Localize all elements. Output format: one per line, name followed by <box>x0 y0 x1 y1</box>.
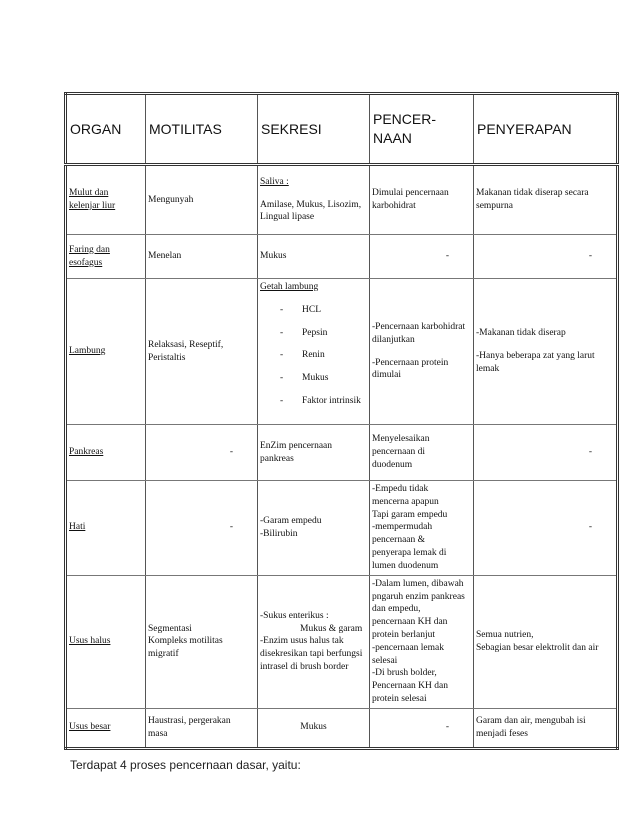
penyerapan-cell <box>474 165 618 235</box>
sekresi-cell <box>258 165 370 235</box>
pencernaan-text: protein selesai <box>372 694 427 704</box>
pencernaan-text: mencerna apapun <box>372 496 439 507</box>
penyerapan-cell: - <box>474 425 618 481</box>
motilitas-text: migratif <box>148 649 179 660</box>
pencernaan-text: pencernaan & <box>372 535 426 546</box>
sekresi-text: -Garam empedu <box>260 516 322 527</box>
sekresi-cell <box>258 425 370 481</box>
pencernaan-text: -pencernaan lemak <box>372 642 444 653</box>
table-row <box>66 481 618 576</box>
pencernaan-text: Tapi garam empedu <box>372 509 448 520</box>
header-organ: ORGAN <box>66 94 146 165</box>
header-motilitas: MOTILITAS <box>146 94 258 165</box>
penyerapan-cell: - <box>474 481 618 576</box>
organ-cell: Usus halus <box>66 575 146 708</box>
pencernaan-text: -Pencernaan protein <box>372 357 449 368</box>
header-pencernaan-line2: NAAN <box>373 130 412 146</box>
pencernaan-text: protein berlanjut <box>372 629 436 640</box>
organ-cell: Pankreas <box>66 425 146 481</box>
list-item: - Mukus <box>280 373 329 384</box>
penyerapan-text: sempurna <box>476 201 513 211</box>
pencernaan-text: lumen duodenum <box>372 560 439 571</box>
sekresi-text: disekresikan tapi berfungsi <box>260 649 363 660</box>
pencernaan-text: pencernaan KH dan <box>372 617 448 628</box>
penyerapan-cell <box>474 708 618 748</box>
motilitas-cell: - <box>146 425 258 481</box>
table-row <box>66 708 618 748</box>
penyerapan-text: lemak <box>476 363 500 374</box>
sekresi-cell: Mukus <box>258 708 370 748</box>
digestion-table <box>64 92 619 750</box>
penyerapan-text: -Makanan tidak diserap <box>476 328 566 339</box>
table-row <box>66 425 618 481</box>
pencernaan-text: -Empedu tidak <box>372 484 429 494</box>
sekresi-text: Mukus & garam <box>300 623 363 634</box>
pencernaan-cell: - <box>370 235 474 279</box>
pencernaan-text: selesai <box>372 655 398 666</box>
header-pencernaan-line1: PENCER- <box>373 111 437 128</box>
motilitas-cell <box>146 279 258 425</box>
penyerapan-text: Sebagian besar elektrolit dan air <box>476 642 599 653</box>
pencernaan-text: dan empedu, <box>372 604 421 615</box>
list-item: - Pepsin <box>280 327 328 338</box>
motilitas-cell <box>146 575 258 708</box>
sekresi-title: Saliva : <box>260 176 289 187</box>
sekresi-text: -Enzim usus halus tak <box>260 636 344 647</box>
pencernaan-text: Pencernaan KH dan <box>372 681 448 692</box>
pencernaan-text: Menyelesaikan <box>372 434 430 445</box>
organ-cell: Usus besar <box>66 708 146 748</box>
sekresi-text: Lingual lipase <box>260 212 315 223</box>
organ-text: esofagus <box>69 257 103 268</box>
organ-cell <box>66 235 146 279</box>
pencernaan-text: -Pencernaan karbohidrat <box>372 321 466 332</box>
organ-cell: Hati <box>66 481 146 576</box>
table-row <box>66 165 618 235</box>
sekresi-cell <box>258 481 370 576</box>
motilitas-text: Haustrasi, pergerakan <box>148 716 231 726</box>
pencernaan-text: pngaruh enzim pankreas <box>372 591 465 602</box>
organ-cell: Lambung <box>66 279 146 425</box>
list-item: - HCL <box>280 304 321 315</box>
pencernaan-text: dilanjutkan <box>372 334 415 345</box>
header-row <box>66 94 618 165</box>
table-row <box>66 279 618 425</box>
pencernaan-text: Dimulai pencernaan <box>372 188 449 199</box>
pencernaan-cell: - <box>370 708 474 748</box>
list-item: - Faktor intrinsik <box>280 396 361 407</box>
sekresi-text: -Bilirubin <box>260 528 298 539</box>
motilitas-cell: - <box>146 481 258 576</box>
list-item: - Renin <box>280 350 325 361</box>
penyerapan-text: Semua nutrien, <box>476 629 534 640</box>
motilitas-text: Kompleks motilitas <box>148 636 223 647</box>
pencernaan-text: karbohidrat <box>372 201 416 211</box>
sekresi-text: pankreas <box>260 453 294 464</box>
table-row <box>66 235 618 279</box>
sekresi-list <box>260 304 367 408</box>
sekresi-cell <box>258 279 370 425</box>
header-penyerapan: PENYERAPAN <box>474 94 618 165</box>
pencernaan-cell <box>370 165 474 235</box>
penyerapan-text: -Hanya beberapa zat yang larut <box>476 351 595 362</box>
sekresi-cell <box>258 575 370 708</box>
motilitas-text: Relaksasi, Reseptif, <box>148 339 224 350</box>
penyerapan-text: menjadi feses <box>476 728 528 739</box>
motilitas-cell: Menelan <box>146 235 258 279</box>
pencernaan-text: -Dalam lumen, dibawah <box>372 578 464 589</box>
header-pencernaan <box>370 94 474 165</box>
pencernaan-text: penyerapa lemak di <box>372 548 447 559</box>
penyerapan-text: Makanan tidak diserap secara <box>476 188 589 199</box>
pencernaan-cell <box>370 575 474 708</box>
motilitas-text: Peristaltis <box>148 352 186 363</box>
pencernaan-text: pencernaan di <box>372 447 426 458</box>
table-row <box>66 575 618 708</box>
sekresi-text: EnZim pencernaan <box>260 440 333 451</box>
pencernaan-cell <box>370 481 474 576</box>
pencernaan-cell <box>370 425 474 481</box>
organ-text: Faring dan <box>69 244 110 255</box>
motilitas-text: masa <box>148 728 168 739</box>
penyerapan-cell <box>474 279 618 425</box>
pencernaan-text: -mempermudah <box>372 522 433 533</box>
motilitas-cell <box>146 708 258 748</box>
pencernaan-cell <box>370 279 474 425</box>
sekresi-text: intrasel di brush border <box>260 661 349 672</box>
motilitas-cell: Mengunyah <box>146 165 258 235</box>
sekresi-title: Getah lambung <box>260 282 319 292</box>
footer-text: Terdapat 4 proses pencernaan dasar, yaitu: <box>70 758 301 772</box>
sekresi-text: Amilase, Mukus, Lisozim, <box>260 199 362 210</box>
organ-text: Mulut dan <box>69 188 109 199</box>
sekresi-cell: Mukus <box>258 235 370 279</box>
penyerapan-cell: - <box>474 235 618 279</box>
sekresi-text: -Sukus enterikus : <box>260 610 329 621</box>
pencernaan-text: dimulai <box>372 370 402 381</box>
pencernaan-text: duodenum <box>372 459 413 470</box>
organ-text: kelenjar liur <box>69 201 116 211</box>
penyerapan-cell <box>474 575 618 708</box>
pencernaan-text: -Di brush bolder, <box>372 668 437 679</box>
header-sekresi: SEKRESI <box>258 94 370 165</box>
organ-cell <box>66 165 146 235</box>
motilitas-text: Segmentasi <box>148 623 192 634</box>
penyerapan-text: Garam dan air, mengubah isi <box>476 716 586 726</box>
